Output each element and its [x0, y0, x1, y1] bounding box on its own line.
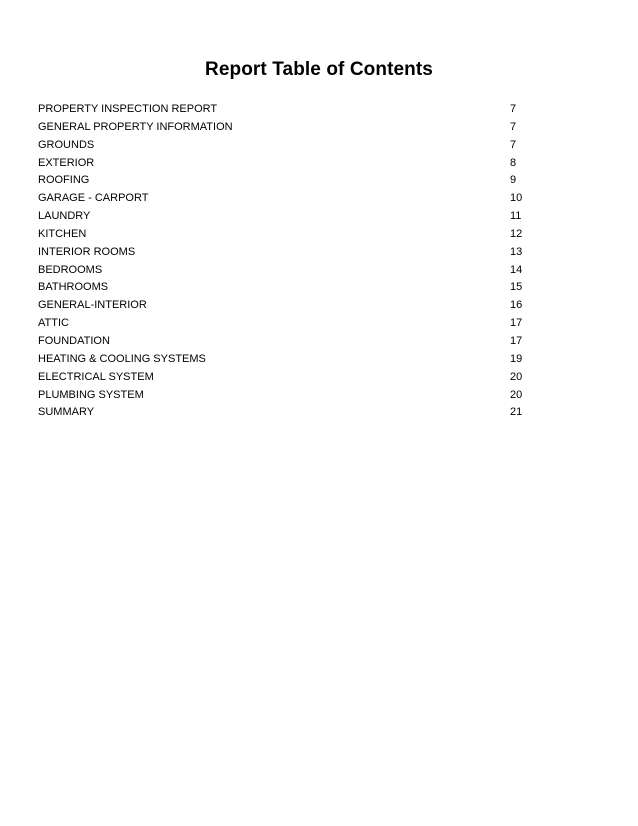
- toc-entry-label: ELECTRICAL SYSTEM: [38, 370, 154, 383]
- toc-entry[interactable]: [38, 297, 528, 315]
- toc-entry-page-number: 8: [510, 156, 517, 169]
- toc-entry-page-number: 21: [510, 406, 523, 419]
- toc-entry-page-number: 7: [510, 120, 517, 133]
- toc-entry[interactable]: [38, 369, 528, 387]
- toc-entry[interactable]: [38, 226, 528, 244]
- toc-entry-label: KITCHEN: [38, 227, 87, 240]
- toc-entry[interactable]: [38, 172, 528, 190]
- toc-entry-label: GENERAL-INTERIOR: [38, 299, 147, 312]
- toc-entry-label: ROOFING: [38, 174, 90, 187]
- toc-entry-page-number: 11: [510, 210, 522, 223]
- toc-entry-page-number: 15: [510, 281, 523, 294]
- toc-entry-page-number: 19: [510, 352, 523, 365]
- toc-entry-label: SUMMARY: [38, 406, 95, 419]
- toc-entry[interactable]: [38, 190, 528, 208]
- toc-entry-label: BEDROOMS: [38, 263, 103, 276]
- toc-entry-page-number: 14: [510, 263, 523, 276]
- toc-entry-page-number: 20: [510, 370, 523, 383]
- table-of-contents: [38, 101, 528, 422]
- toc-entry-page-number: 17: [510, 334, 523, 347]
- toc-entry[interactable]: [38, 137, 528, 155]
- toc-entry-page-number: 20: [510, 388, 523, 401]
- toc-entry-label: GARAGE - CARPORT: [38, 192, 149, 205]
- toc-entry[interactable]: [38, 101, 528, 119]
- toc-entry[interactable]: [38, 333, 528, 351]
- toc-entry[interactable]: [38, 351, 528, 369]
- toc-entry-label: LAUNDRY: [38, 210, 91, 223]
- toc-entry-label: HEATING & COOLING SYSTEMS: [38, 352, 206, 365]
- toc-entry-page-number: 9: [510, 174, 517, 187]
- toc-entry-page-number: 12: [510, 227, 523, 240]
- toc-entry[interactable]: [38, 315, 528, 333]
- toc-entry-label: INTERIOR ROOMS: [38, 245, 136, 258]
- page-title: Report Table of Contents: [205, 59, 433, 80]
- toc-entry[interactable]: [38, 119, 528, 137]
- toc-entry[interactable]: [38, 244, 528, 262]
- toc-entry-label: GENERAL PROPERTY INFORMATION: [38, 120, 233, 133]
- toc-entry[interactable]: [38, 262, 528, 280]
- toc-entry-page-number: 7: [510, 103, 517, 115]
- toc-entry-label: FOUNDATION: [38, 334, 110, 347]
- toc-entry-label: PLUMBING SYSTEM: [38, 388, 144, 401]
- toc-entry-page-number: 10: [510, 192, 523, 205]
- toc-entry-page-number: 16: [510, 299, 523, 312]
- toc-entry-label: BATHROOMS: [38, 281, 109, 294]
- toc-entry-label: GROUNDS: [38, 138, 95, 151]
- toc-entry[interactable]: [38, 155, 528, 173]
- toc-entry-page-number: 13: [510, 245, 523, 258]
- toc-entry-label: ATTIC: [38, 317, 69, 330]
- toc-entry[interactable]: [38, 404, 528, 422]
- toc-entry-page-number: 7: [510, 138, 517, 151]
- toc-entry[interactable]: [38, 208, 528, 226]
- toc-entry[interactable]: [38, 387, 528, 405]
- toc-entry-page-number: 17: [510, 317, 523, 330]
- toc-entry[interactable]: [38, 279, 528, 297]
- toc-entry-label: PROPERTY INSPECTION REPORT: [38, 103, 218, 115]
- toc-entry-label: EXTERIOR: [38, 156, 95, 169]
